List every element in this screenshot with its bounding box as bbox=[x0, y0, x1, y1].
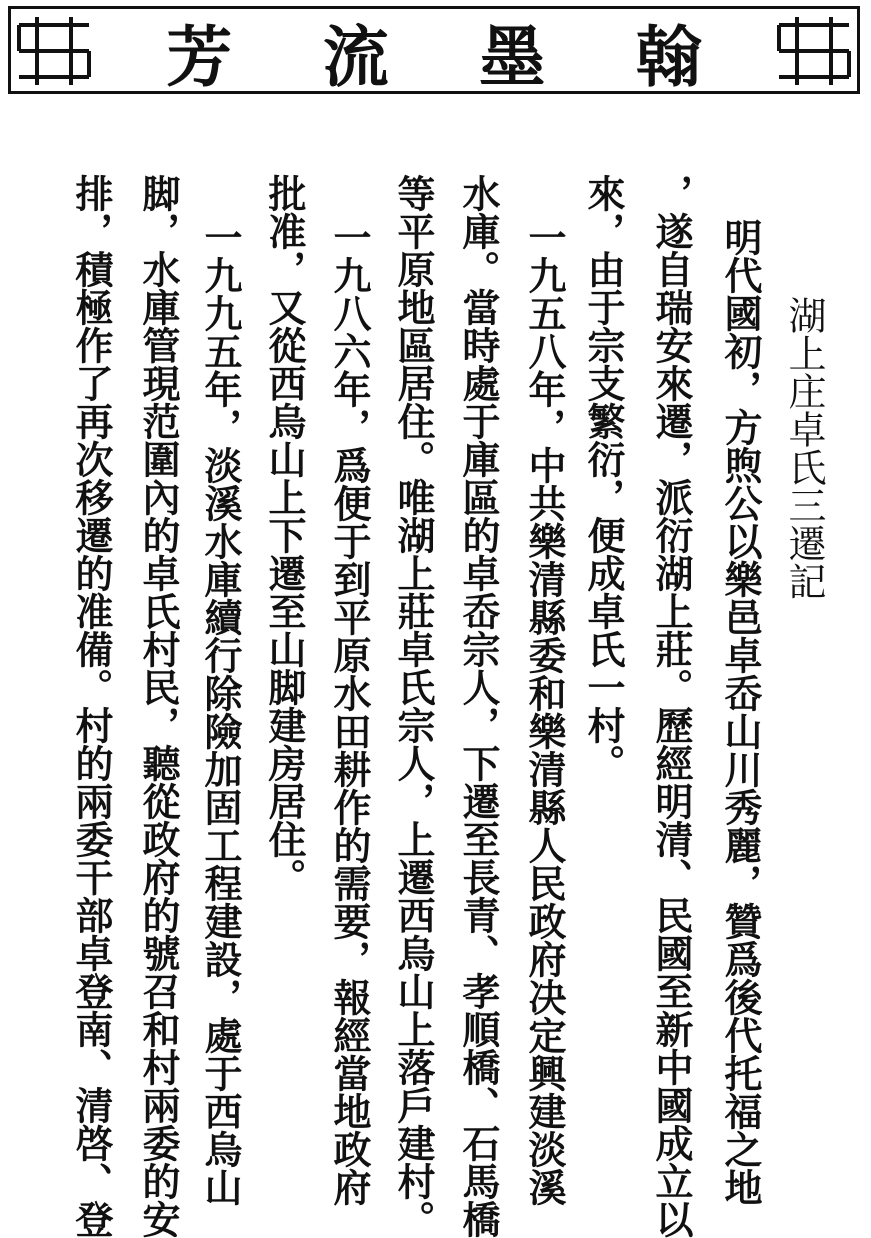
text-column: 一九五八年，中共樂清縣委和樂清縣人民政府决定興建淡溪 bbox=[522, 218, 567, 1206]
header-char: 芳 bbox=[166, 17, 233, 96]
text-column: 一九九五年，淡溪水庫續行除險加固工程建設，處于西烏山 bbox=[198, 218, 243, 1206]
header-title bbox=[121, 13, 747, 96]
header-banner bbox=[8, 6, 860, 94]
text-column: 明代國初，方煦公以樂邑卓岙山川秀麗，贊爲後代托福之地 bbox=[718, 218, 763, 1206]
text-column: 一九八六年，爲便于到平原水田耕作的需要，報經當地政府 bbox=[327, 218, 372, 1206]
fret-ornament-left-icon bbox=[15, 15, 93, 87]
article-title: 湖上庄卓氏三遷記 bbox=[782, 296, 826, 600]
header-char: 翰 bbox=[635, 17, 702, 96]
text-column: 批准，又從西烏山上下遷至山脚建房居住。 bbox=[262, 174, 307, 896]
text-column: 等平原地區居住。唯湖上莊卓氏宗人，上遷西烏山上落戶建村。 bbox=[391, 174, 436, 1238]
fret-ornament-right-icon bbox=[775, 15, 853, 87]
text-column: ，遂自瑞安來遷，派衍湖上莊。歷經明清、民國至新中國成立以 bbox=[649, 174, 694, 1238]
text-column: 來，由于宗支繁衍，便成卓氏一村。 bbox=[581, 174, 626, 782]
text-column: 排，積極作了再次移遷的准備。村的兩委干部卓登南、清啓、登 bbox=[69, 174, 114, 1238]
text-column: 水庫。當時處于庫區的卓岙宗人，下遷至長青、孝順橋、石馬橋 bbox=[456, 174, 501, 1238]
header-char: 墨 bbox=[479, 17, 546, 96]
text-column: 脚，水庫管現范圍內的卓氏村民，聽從政府的號召和村兩委的安 bbox=[136, 174, 181, 1238]
header-char: 流 bbox=[322, 17, 389, 96]
